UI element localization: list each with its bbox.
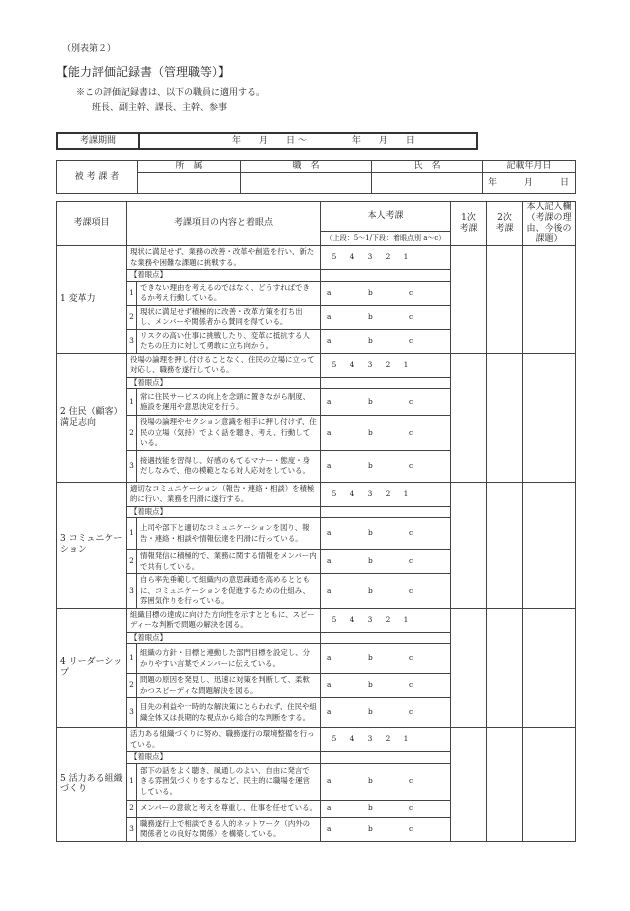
scale-mark[interactable]: 5	[331, 734, 337, 744]
remarks-cell[interactable]	[523, 608, 576, 728]
category-summary: 現状に満足せず、業務の改善・改革や創造を行い、新たな業務や困難な課題に挑戦する。	[127, 246, 321, 270]
scale-mark[interactable]: 4	[349, 614, 355, 624]
category-name: 3 コミュニケーション	[57, 482, 127, 608]
header-self-sub: （上段：5〜1/下段：着眼点別 a〜c）	[321, 231, 451, 245]
dept-field[interactable]	[138, 173, 241, 194]
abc-mark[interactable]: c	[409, 707, 414, 717]
abc-mark[interactable]: c	[409, 528, 414, 538]
header-item: 考課項目	[57, 202, 127, 246]
point-text: 職務遂行上で相談できる人的ネットワーク（内外の関係者との良好な関係）を構築している。	[137, 817, 321, 841]
point-text: 問題の原因を発見し、迅速に対策を判断して、柔軟かつスピーディな問題解決を図る。	[137, 674, 321, 698]
focus-blank	[321, 270, 451, 282]
abc-scale[interactable]	[321, 800, 451, 817]
point-text: 接遇技能を習得し、好感のもてるマナー・態度・身だしなみで、他の模範となる対人応対をしている。	[137, 450, 321, 482]
abc-mark[interactable]: a	[327, 585, 332, 595]
abc-mark[interactable]: b	[368, 707, 373, 717]
scale-mark[interactable]: 3	[367, 734, 373, 744]
abc-scale[interactable]	[321, 389, 451, 416]
header-content: 考課項目の内容と着眼点	[127, 202, 321, 246]
scale-mark[interactable]: 1	[403, 359, 409, 369]
abc-mark[interactable]: c	[409, 311, 414, 321]
abc-mark[interactable]: a	[327, 311, 332, 321]
abc-scale[interactable]	[321, 518, 451, 550]
scale-mark[interactable]: 2	[385, 734, 391, 744]
abc-scale[interactable]	[321, 674, 451, 698]
point-text: できない理由を考えるのではなく、どうすればできるか考え行動している。	[137, 281, 321, 305]
scale-mark[interactable]: 4	[349, 359, 355, 369]
scope-note: ※この評価記録書は、以下の職員に適用する。	[76, 88, 266, 98]
scale-mark[interactable]: 5	[331, 359, 337, 369]
abc-mark[interactable]: b	[368, 427, 373, 437]
abc-mark[interactable]: a	[327, 823, 332, 833]
abc-mark[interactable]: c	[409, 396, 414, 406]
scale-mark[interactable]: 4	[349, 488, 355, 498]
abc-mark[interactable]: c	[409, 335, 414, 345]
post-field[interactable]	[241, 173, 372, 194]
abc-mark[interactable]: b	[368, 311, 373, 321]
point-text: 役場の論理やセクション意識を相手に押し付けず、住民の立場（気持）でよく話を聴き、考え、行動している。	[137, 416, 321, 451]
abc-mark[interactable]: a	[327, 396, 332, 406]
scale-mark[interactable]: 5	[331, 252, 337, 262]
abc-mark[interactable]: b	[368, 528, 373, 538]
abc-scale[interactable]	[321, 329, 451, 353]
scale-mark[interactable]: 3	[367, 488, 373, 498]
category-summary: 活力ある組織づくりに努め、職務遂行の環境整備を行っている。	[127, 728, 321, 752]
point-text: 常に住民サービスの向上を念頭に置きながら制度、施設を運用や意思決定を行う。	[137, 389, 321, 416]
abc-scale[interactable]	[321, 574, 451, 609]
abc-mark[interactable]: c	[409, 556, 414, 566]
point-number: 2	[127, 305, 137, 329]
point-number: 1	[127, 518, 137, 550]
abc-mark[interactable]: a	[327, 335, 332, 345]
focus-label: 【着眼点】	[127, 506, 321, 518]
category-name: 4 リーダーシップ	[57, 608, 127, 728]
dept-header: 所 属	[138, 161, 241, 173]
category-summary: 組織目標の達成に向けた方向性を示すとともに、スピーディーな判断で問題の解決を図る。	[127, 608, 321, 632]
header-second: 2次 考課	[487, 202, 523, 246]
first-eval-cell[interactable]	[451, 728, 487, 842]
scale-mark[interactable]: 1	[403, 252, 409, 262]
first-eval-cell[interactable]	[451, 246, 487, 354]
abc-mark[interactable]: b	[368, 585, 373, 595]
abc-mark[interactable]: a	[327, 680, 332, 690]
abc-mark[interactable]: c	[409, 287, 414, 297]
second-eval-cell[interactable]	[487, 608, 523, 728]
score-scale[interactable]	[321, 728, 451, 752]
abc-mark[interactable]: c	[409, 680, 414, 690]
focus-blank	[321, 377, 451, 389]
abc-mark[interactable]: b	[368, 335, 373, 345]
scale-mark[interactable]: 2	[385, 488, 391, 498]
point-number: 1	[127, 281, 137, 305]
abc-mark[interactable]: b	[368, 287, 373, 297]
abc-mark[interactable]: a	[327, 776, 332, 786]
abc-scale[interactable]	[321, 644, 451, 674]
scale-mark[interactable]: 3	[367, 252, 373, 262]
document-title: 【能力評価記録書（管理職等）】	[56, 65, 231, 79]
point-number: 3	[127, 329, 137, 353]
point-number: 1	[127, 644, 137, 674]
scale-mark[interactable]: 1	[403, 734, 409, 744]
point-text: 目先の利益や一時的な解決策にとらわれず、住民や組織全体又は長期的な視点から総合的な判断をする。	[137, 698, 321, 728]
category-summary: 適切なコミュニケーション（報告・連絡・相談）を積極的に行い、業務を円滑に遂行する。	[127, 482, 321, 506]
annex-label: （別表第２）	[62, 44, 117, 54]
scale-mark[interactable]: 5	[331, 614, 337, 624]
abc-mark[interactable]: c	[409, 823, 414, 833]
point-text: 現状に満足せず積極的に改善・改革方策を打ち出し、メンバーや関係者から賛同を得ている。	[137, 305, 321, 329]
point-number: 1	[127, 389, 137, 416]
scope-list: 班長、副主幹、課長、主幹、参事	[92, 103, 228, 113]
abc-mark[interactable]: c	[409, 776, 414, 786]
focus-label: 【着眼点】	[127, 632, 321, 644]
header-remarks: 本人記入欄 （考課の理由、今後の課題）	[523, 202, 576, 246]
remarks-cell[interactable]	[523, 482, 576, 608]
abc-scale[interactable]	[321, 416, 451, 451]
abc-mark[interactable]: a	[327, 528, 332, 538]
point-number: 2	[127, 550, 137, 574]
abc-scale[interactable]	[321, 450, 451, 482]
score-scale[interactable]	[321, 353, 451, 377]
first-eval-cell[interactable]	[451, 353, 487, 482]
scale-mark[interactable]: 2	[385, 252, 391, 262]
abc-mark[interactable]: b	[368, 680, 373, 690]
period-table	[56, 132, 478, 150]
abc-mark[interactable]: b	[368, 803, 373, 813]
scale-mark[interactable]: 4	[349, 734, 355, 744]
period-field[interactable]: 年 月 日 〜 年 月 日	[139, 133, 477, 149]
first-eval-cell[interactable]	[451, 608, 487, 728]
focus-label: 【着眼点】	[127, 270, 321, 282]
scale-mark[interactable]: 1	[403, 614, 409, 624]
first-eval-cell[interactable]	[451, 482, 487, 608]
post-header: 職 名	[241, 161, 372, 173]
point-number: 3	[127, 817, 137, 841]
point-text: 情報発信に積極的で、業務に関する情報をメンバー内で共有している。	[137, 550, 321, 574]
second-eval-cell[interactable]	[487, 353, 523, 482]
category-name: 1 変革力	[57, 246, 127, 354]
remarks-cell[interactable]	[523, 353, 576, 482]
abc-mark[interactable]: a	[327, 653, 332, 663]
second-eval-cell[interactable]	[487, 246, 523, 354]
abc-mark[interactable]: b	[368, 823, 373, 833]
scale-mark[interactable]: 3	[367, 359, 373, 369]
scale-mark[interactable]: 3	[367, 614, 373, 624]
abc-mark[interactable]: c	[409, 585, 414, 595]
score-scale[interactable]	[321, 608, 451, 632]
point-number: 1	[127, 763, 137, 800]
point-number: 3	[127, 574, 137, 609]
abc-mark[interactable]: a	[327, 707, 332, 717]
abc-mark[interactable]: c	[409, 653, 414, 663]
scale-mark[interactable]: 1	[403, 488, 409, 498]
point-text: 自ら率先垂範して組織内の意思疎通を高めるとともに、コミュニケーションを促進するための仕組み、雰囲気作りを行っている。	[137, 574, 321, 609]
abc-mark[interactable]: b	[368, 556, 373, 566]
evaluatee-label: 被 考 課 者	[57, 161, 138, 194]
point-text: 組織の方針・目標と連動した部門目標を設定し、分かりやすい言葉でメンバーに伝えている。	[137, 644, 321, 674]
remarks-cell[interactable]	[523, 246, 576, 354]
abc-mark[interactable]: b	[368, 396, 373, 406]
period-label: 考課期間	[57, 133, 139, 149]
name-field[interactable]	[372, 173, 483, 194]
point-number: 3	[127, 450, 137, 482]
scale-mark[interactable]: 2	[385, 614, 391, 624]
date-header: 記載年月日	[483, 161, 576, 173]
abc-mark[interactable]: b	[368, 653, 373, 663]
focus-label: 【着眼点】	[127, 377, 321, 389]
category-name: 2 住民（顧客）満足志向	[57, 353, 127, 482]
point-number: 2	[127, 416, 137, 451]
evaluatee-table	[56, 160, 576, 194]
point-number: 2	[127, 674, 137, 698]
abc-mark[interactable]: a	[327, 427, 332, 437]
abc-scale[interactable]	[321, 763, 451, 800]
abc-scale[interactable]	[321, 305, 451, 329]
scale-mark[interactable]: 5	[331, 488, 337, 498]
header-first: 1次 考課	[451, 202, 487, 246]
focus-blank	[321, 752, 451, 764]
second-eval-cell[interactable]	[487, 728, 523, 842]
score-scale[interactable]	[321, 482, 451, 506]
abc-mark[interactable]: a	[327, 556, 332, 566]
category-summary: 役場の論理を押し付けることなく、住民の立場に立って対応し、職務を遂行している。	[127, 353, 321, 377]
abc-mark[interactable]: b	[368, 460, 373, 470]
point-text: リスクの高い仕事に挑戦したり、変革に抵抗する人たちの圧力に対して勇敢に立ち向かう。	[137, 329, 321, 353]
abc-scale[interactable]	[321, 698, 451, 728]
point-text: 上司や部下と適切なコミュニケーションを図り、報告・連絡・相談や情報伝達を円滑に行っている。	[137, 518, 321, 550]
remarks-cell[interactable]	[523, 728, 576, 842]
abc-mark[interactable]: c	[409, 803, 414, 813]
abc-scale[interactable]	[321, 817, 451, 841]
scale-mark[interactable]: 4	[349, 252, 355, 262]
abc-mark[interactable]: a	[327, 460, 332, 470]
date-field[interactable]: 年 月 日	[483, 173, 576, 194]
abc-mark[interactable]: b	[368, 776, 373, 786]
second-eval-cell[interactable]	[487, 482, 523, 608]
score-scale[interactable]	[321, 246, 451, 270]
category-name: 5 活力ある組織づくり	[57, 728, 127, 842]
focus-blank	[321, 506, 451, 518]
abc-mark[interactable]: a	[327, 287, 332, 297]
abc-mark[interactable]: a	[327, 803, 332, 813]
abc-mark[interactable]: c	[409, 427, 414, 437]
focus-blank	[321, 632, 451, 644]
abc-mark[interactable]: c	[409, 460, 414, 470]
evaluation-table	[56, 201, 576, 842]
point-number: 2	[127, 800, 137, 817]
point-text: メンバーの意欲と考えを尊重し、仕事を任せている。	[137, 800, 321, 817]
abc-scale[interactable]	[321, 550, 451, 574]
abc-scale[interactable]	[321, 281, 451, 305]
name-header: 氏 名	[372, 161, 483, 173]
point-number: 3	[127, 698, 137, 728]
focus-label: 【着眼点】	[127, 752, 321, 764]
scale-mark[interactable]: 2	[385, 359, 391, 369]
point-text: 部下の話をよく聴き、風通しのよい、自由に発言できる雰囲気づくりをするなど、民主的に職場を運営している。	[137, 763, 321, 800]
header-self: 本人考課	[321, 202, 451, 232]
